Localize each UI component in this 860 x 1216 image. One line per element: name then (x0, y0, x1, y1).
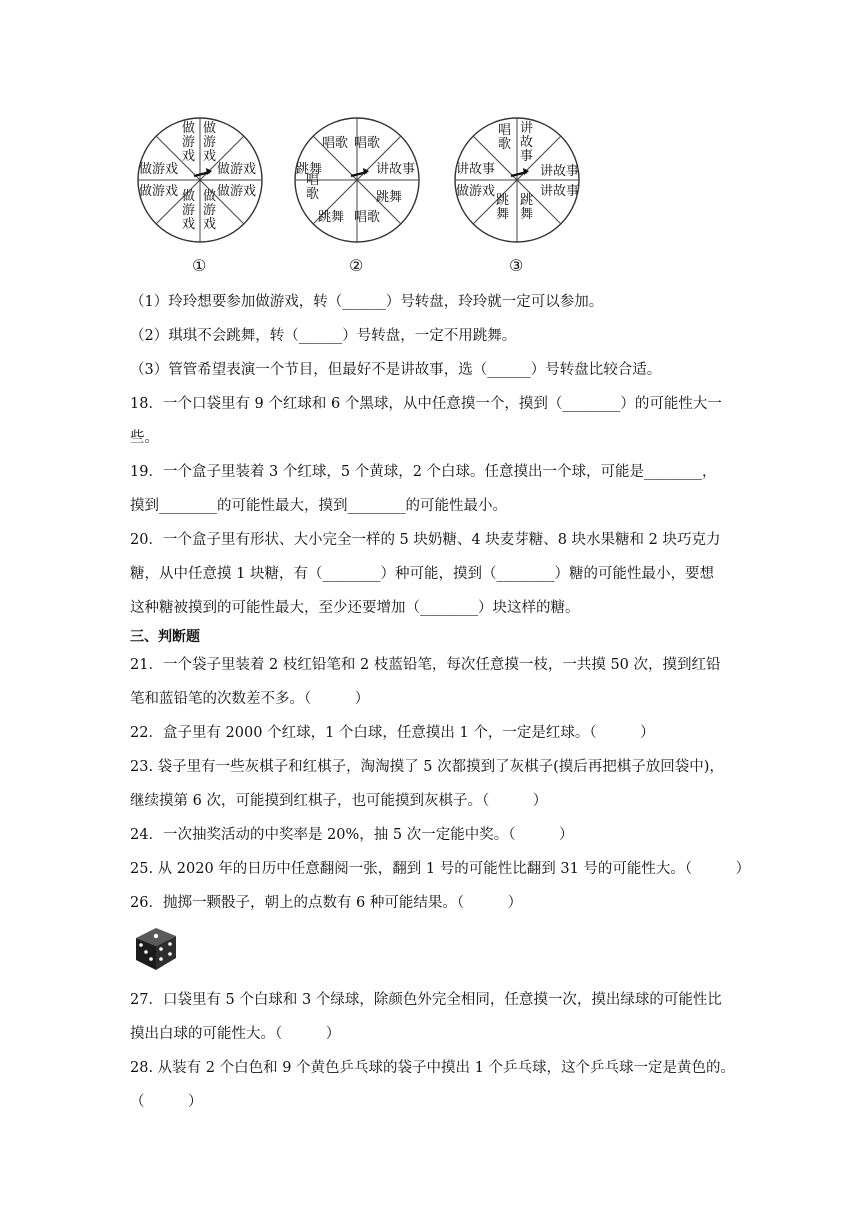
wheel-sector-label: 做游戏 (217, 162, 257, 177)
q23-line2: 继续摸第 6 次，可能摸到红棋子，也可能摸到灰棋子。（ ） (130, 793, 548, 809)
q26-line: 26．抛掷一颗骰子，朝上的点数有 6 种可能结果。（ ） (130, 895, 523, 911)
q17-sub1: （1）玲玲想要参加做游戏，转（______）号转盘，玲玲就一定可以参加。 (130, 294, 604, 310)
q20-line3: 这种糖被摸到的可能性最大，至少还要增加（________）块这样的糖。 (130, 600, 580, 616)
wheel-sector-label: 做游戏 (139, 162, 179, 177)
q21-line1: 21．一个袋子里装着 2 枝红铅笔和 2 枝蓝铅笔，每次任意摸一枝，一共摸 50 次，摸到红铅 (130, 657, 721, 673)
wheel-sector-label: 做 游 戏 (182, 121, 196, 164)
q23-line1: 23. 袋子里有一些灰棋子和红棋子，淘淘摸了 5 次都摸到了灰棋子(摸后再把棋子放回袋中)， (130, 759, 724, 775)
wheel-sector-label: 做 游 戏 (182, 189, 196, 232)
wheel-sector-label: 跳舞 (318, 210, 345, 225)
wheel-sector-label: 做 游 戏 (203, 121, 217, 164)
q24-line: 24．一次抽奖活动的中奖率是 20%，抽 5 次一定能中奖。（ ） (130, 827, 574, 843)
q28-line2: （ ） (130, 1094, 203, 1110)
wheel-sector-label: 唱 歌 (498, 123, 512, 152)
q27-line2: 摸出白球的可能性大。（ ） (130, 1026, 341, 1042)
wheel-caption: ③ (509, 256, 524, 275)
wheel-caption: ② (349, 256, 364, 275)
q27-line1: 27．口袋里有 5 个白球和 3 个绿球，除颜色外完全相同，任意摸一次，摸出绿球的可能性比 (130, 992, 722, 1008)
wheel-sector-label: 做 游 戏 (203, 189, 217, 232)
wheel-sector-label: 做游戏 (139, 184, 179, 199)
wheel-sector-label: 跳舞 (296, 162, 323, 177)
q20-line1: 20．一个盒子里有形状、大小完全一样的 5 块奶糖、4 块麦芽糖、8 块水果糖和 2 块巧克力 (130, 532, 721, 548)
q18-line2: 些。 (130, 430, 159, 446)
section-heading-judgment: 三、判断题 (130, 629, 200, 645)
wheel-sector-label: 唱歌 (354, 136, 381, 151)
q21-line2: 笔和蓝铅笔的次数差不多。（ ） (130, 691, 370, 707)
wheel-sector-label: 唱歌 (322, 136, 349, 151)
wheel-sector-label: 唱歌 (354, 210, 381, 225)
wheel-sector-label: 讲故事 (456, 162, 496, 177)
q17-sub3: （3）管管希望表演一个节目，但最好不是讲故事，选（______）号转盘比较合适。 (130, 362, 662, 378)
q28-line1: 28. 从装有 2 个白色和 9 个黄色乒乓球的袋子中摸出 1 个乒乓球，这个乒乓球一定是黄色的。 (130, 1060, 735, 1076)
wheel-caption: ① (192, 256, 207, 275)
dice-icon (132, 924, 180, 972)
q20-line2: 糖，从中任意摸 1 块糖，有（________）种可能，摸到（________）糖的可能性最小，要想 (130, 566, 714, 582)
wheel-sector-label: 跳 舞 (520, 193, 534, 222)
q18-line1: 18．一个口袋里有 9 个红球和 6 个黑球，从中任意摸一个，摸到（________）的可能性大一 (130, 396, 722, 412)
wheel-sector-label: 跳舞 (376, 190, 403, 205)
wheel-sector-label: 做游戏 (456, 184, 496, 199)
wheel-sector-label: 跳 舞 (496, 193, 510, 222)
q22-line: 22．盒子里有 2000 个红球，1 个白球，任意摸出 1 个，一定是红球。（ ） (130, 725, 655, 741)
wheel-sector-label: 唱 歌 (306, 173, 320, 202)
wheel-sector-label: 讲故事 (540, 164, 580, 179)
wheel-sector-label: 做游戏 (217, 184, 257, 199)
q19-line1: 19．一个盒子里装着 3 个红球，5 个黄球，2 个白球。任意摸出一个球，可能是________， (130, 464, 717, 480)
q19-line2: 摸到________的可能性最大，摸到________的可能性最小。 (130, 498, 507, 514)
q25-line: 25. 从 2020 年的日历中任意翻阅一张，翻到 1 号的可能性比翻到 31 号的可能性大。（ ） (130, 861, 751, 877)
wheel-sector-label: 讲 故 事 (520, 121, 534, 164)
q17-sub2: （2）琪琪不会跳舞，转（______）号转盘，一定不用跳舞。 (130, 328, 517, 344)
wheel-sector-label: 讲故事 (540, 184, 580, 199)
wheel-sector-label: 讲故事 (376, 162, 416, 177)
